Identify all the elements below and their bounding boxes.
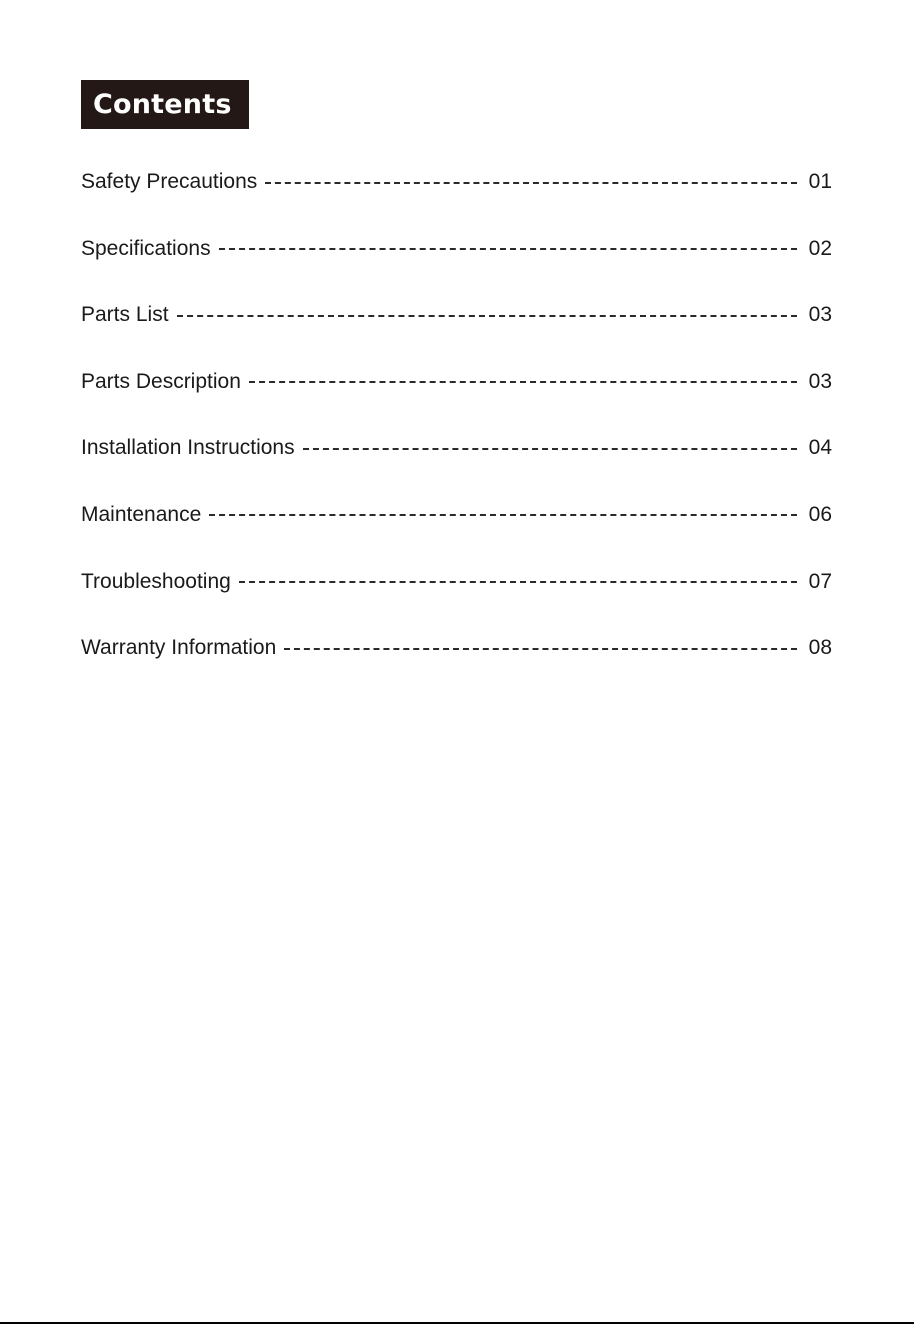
toc-entry-title: Warranty Information [81,636,277,660]
toc-entry-parts-description[interactable] [81,364,832,399]
dot-leader [284,648,797,650]
toc-entry-title: Parts Description [81,369,241,393]
toc-entry-page: 03 [808,303,832,327]
toc-entry-page: 07 [808,569,832,593]
toc-entry-title: Safety Precautions [81,170,258,193]
toc-entry-troubleshooting[interactable] [81,564,832,599]
toc-entry-page: 02 [808,236,832,260]
toc-entry-page: 06 [808,502,832,526]
toc-entry-page: 08 [808,636,832,660]
toc-entry-title: Troubleshooting [81,569,231,593]
toc-entry-title: Installation Instructions [81,436,295,460]
toc-entry-installation-instructions[interactable] [81,430,832,465]
dot-leader [303,448,797,450]
dot-leader [239,581,797,583]
dot-leader [219,248,797,250]
dot-leader [249,381,797,383]
toc-entry-page: 01 [808,170,832,193]
toc-entry-maintenance[interactable] [81,497,832,532]
toc-entry-specifications[interactable] [81,231,832,266]
contents-heading: Contents [93,89,232,120]
toc-entry-safety-precautions[interactable] [81,164,832,199]
toc-entry-title: Parts List [81,303,169,327]
table-of-contents [81,164,832,697]
contents-heading-box [81,80,249,129]
toc-entry-title: Maintenance [81,502,202,526]
toc-entry-title: Specifications [81,236,211,260]
dot-leader [265,182,797,184]
toc-entry-warranty-information[interactable] [81,630,832,665]
toc-entry-page: 04 [808,436,832,460]
dot-leader [177,315,797,317]
toc-entry-page: 03 [808,369,832,393]
dot-leader [209,514,797,516]
toc-entry-parts-list[interactable] [81,297,832,332]
